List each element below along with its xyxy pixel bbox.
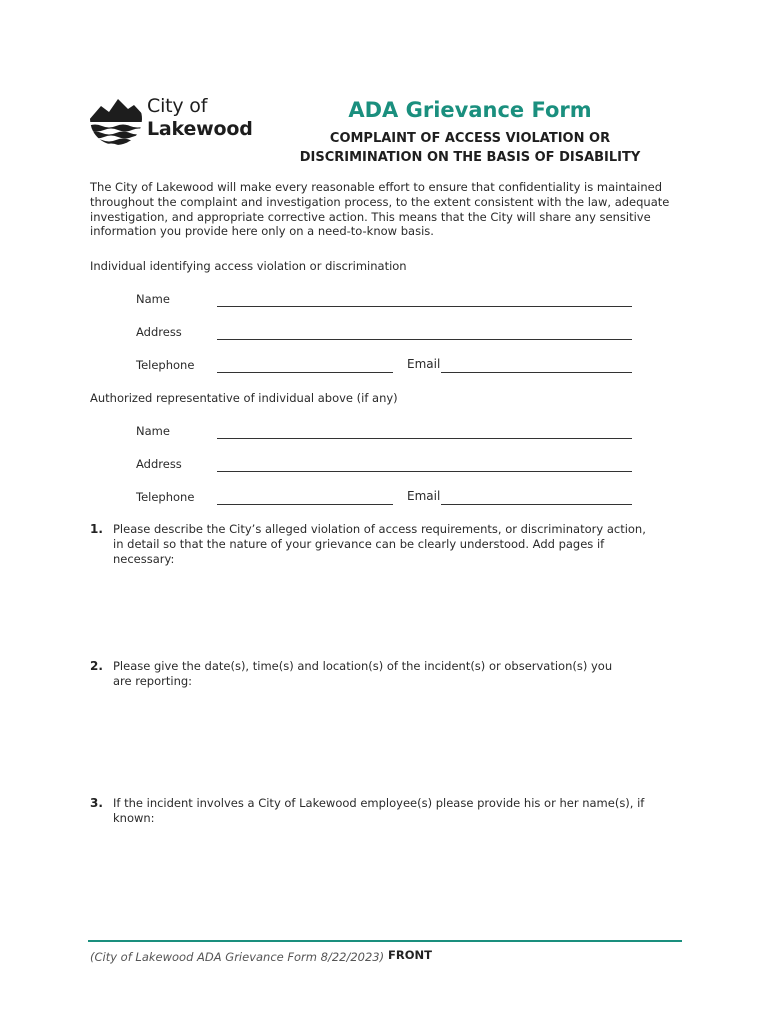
representative-email-label: Email <box>407 489 441 503</box>
footer-page-side: FRONT <box>388 948 432 962</box>
form-subtitle <box>280 129 660 167</box>
individual-address-field[interactable] <box>217 339 632 340</box>
question-1-answer-area[interactable] <box>113 556 658 652</box>
representative-address-field[interactable] <box>217 471 632 472</box>
representative-telephone-field[interactable] <box>217 504 393 505</box>
individual-telephone-field[interactable] <box>217 372 393 373</box>
question-3-answer-area[interactable] <box>113 830 658 930</box>
individual-address-label: Address <box>136 325 182 339</box>
logo-line-1: City of <box>147 95 208 117</box>
individual-name-label: Name <box>136 292 170 306</box>
individual-telephone-label: Telephone <box>136 358 195 372</box>
representative-email-field[interactable] <box>441 504 632 505</box>
question-1-text: Please describe the City’s alleged violation of access requirements, or discriminatory action, in detail so that the nature of your grievance can be clearly understood. Add pages if necessary: <box>113 522 646 566</box>
individual-name-field[interactable] <box>217 306 632 307</box>
question-3-number: 3. <box>90 796 103 810</box>
footer-divider <box>88 940 682 942</box>
representative-name-label: Name <box>136 424 170 438</box>
question-1-number: 1. <box>90 522 103 536</box>
individual-heading: Individual identifying access violation or discrimination <box>90 259 407 273</box>
question-2-text: Please give the date(s), time(s) and location(s) of the incident(s) or observation(s) you are reporting: <box>113 659 613 688</box>
representative-address-label: Address <box>136 457 182 471</box>
subtitle-line-1: COMPLAINT OF ACCESS VIOLATION OR <box>329 131 611 146</box>
representative-name-field[interactable] <box>217 438 632 439</box>
representative-heading: Authorized representative of individual above (if any) <box>90 391 398 405</box>
representative-telephone-label: Telephone <box>136 490 195 504</box>
mountain-waves-logo-icon <box>88 90 146 148</box>
form-title: ADA Grievance Form <box>348 98 592 122</box>
individual-email-label: Email <box>407 357 441 371</box>
intro-paragraph: The City of Lakewood will make every reasonable effort to ensure that confidentiality is maintained throughout the complaint and investigation process, to the extent consistent with the law, adequate investigation, and appropriate corrective action. This means that the City will share any sensitive information you provide here only on a need-to-know basis. <box>90 180 670 239</box>
footer-citation: (City of Lakewood ADA Grievance Form 8/22/2023) <box>90 950 385 964</box>
individual-email-field[interactable] <box>441 372 632 373</box>
logo-line-2: Lakewood <box>147 118 253 140</box>
question-3-text: If the incident involves a City of Lakewood employee(s) please provide his or her name(s), if known: <box>113 796 645 825</box>
subtitle-line-2: DISCRIMINATION ON THE BASIS OF DISABILITY <box>299 150 641 165</box>
question-2-answer-area[interactable] <box>113 693 658 789</box>
question-2-number: 2. <box>90 659 103 673</box>
logo-text <box>147 95 253 141</box>
